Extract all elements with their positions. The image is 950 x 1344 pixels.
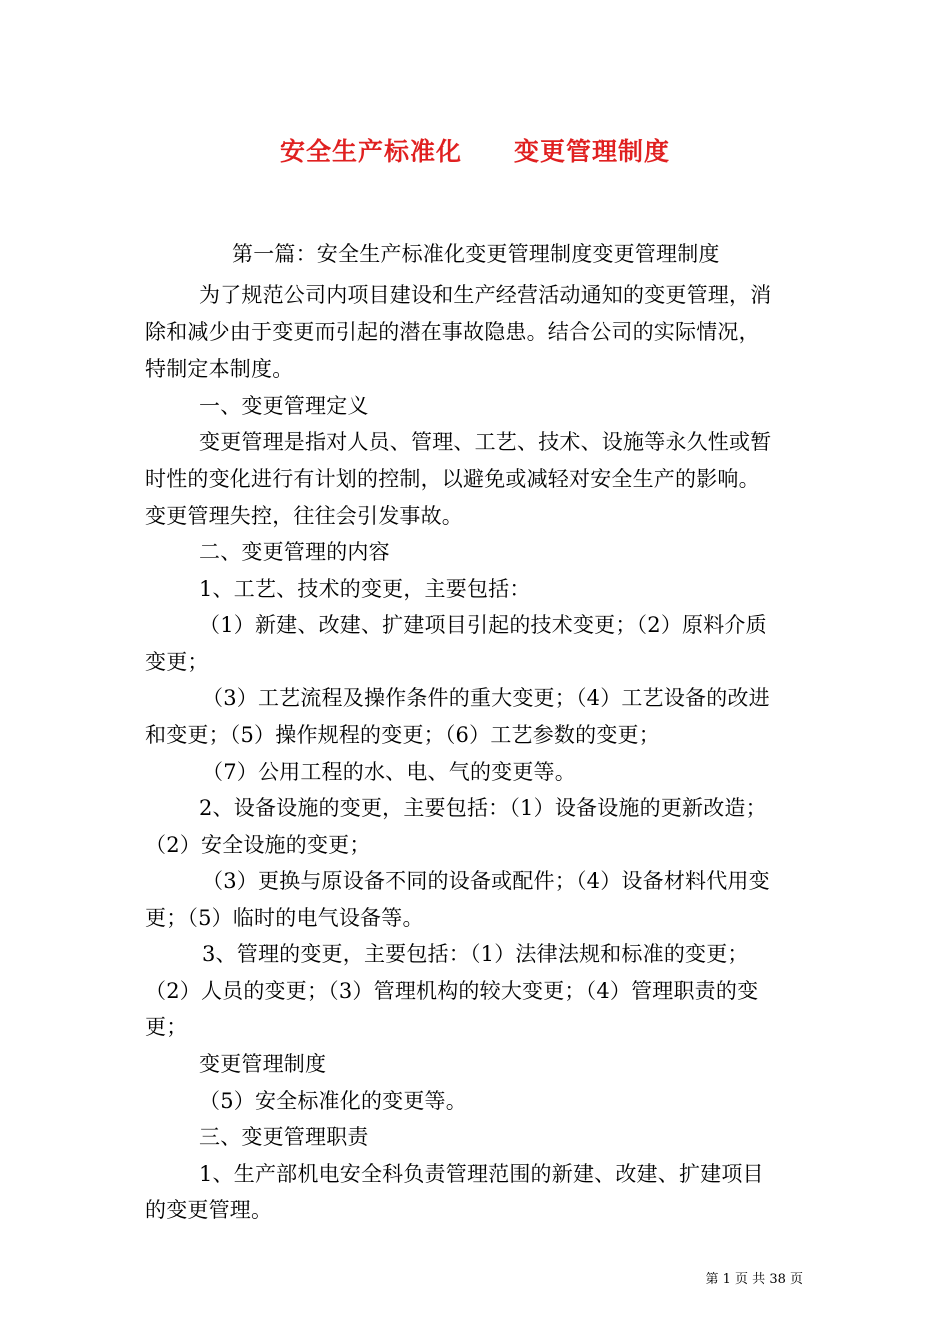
text-line: 和变更；（5）操作规程的变更；（6）工艺参数的变更；: [145, 723, 660, 747]
text-line: （1）新建、改建、扩建项目引起的技术变更；（2）原料介质: [199, 613, 767, 637]
text-line: 三、变更管理职责: [199, 1125, 369, 1149]
text-line: 除和减少由于变更而引起的潜在事故隐患。结合公司的实际情况，: [145, 320, 760, 344]
text-line: 的变更管理。: [145, 1198, 273, 1222]
text-line: （7）公用工程的水、电、气的变更等。: [202, 760, 576, 784]
text-line: 为了规范公司内项目建设和生产经营活动通知的变更管理，消: [199, 283, 772, 307]
text-line: 3、管理的变更，主要包括：（1）法律法规和标准的变更；: [202, 942, 749, 966]
text-line: 变更管理制度: [199, 1052, 327, 1076]
page-number: 第 1 页 共 38 页: [705, 1272, 803, 1287]
text-line: 特制定本制度。: [145, 357, 294, 381]
text-line: 第一篇：安全生产标准化变更管理制度变更管理制度: [232, 242, 720, 266]
text-line: 1、生产部机电安全科负责管理范围的新建、改建、扩建项目: [199, 1162, 764, 1186]
text-line: 时性的变化进行有计划的控制，以避免或减轻对安全生产的影响。: [145, 467, 760, 491]
text-line: 更；（5）临时的电气设备等。: [145, 906, 424, 930]
text-line: （3）更换与原设备不同的设备或配件；（4）设备材料代用变: [202, 869, 770, 893]
text-line: 2、设备设施的变更，主要包括：（1）设备设施的更新改造；: [199, 796, 767, 820]
text-line: 变更管理失控，往往会引发事故。: [145, 504, 463, 528]
text-line: 变更管理是指对人员、管理、工艺、技术、设施等永久性或暂: [199, 430, 772, 454]
text-line: （5）安全标准化的变更等。: [199, 1089, 467, 1113]
text-line: （3）工艺流程及操作条件的重大变更；（4）工艺设备的改进: [202, 686, 770, 710]
text-line: 更；: [145, 1015, 188, 1039]
document-title: 安全生产标准化 变更管理制度: [279, 137, 670, 166]
text-line: 变更；: [145, 650, 209, 674]
text-line: 二、变更管理的内容: [199, 540, 390, 564]
text-line: 1、工艺、技术的变更，主要包括：: [199, 577, 531, 601]
text-line: 一、变更管理定义: [199, 394, 369, 418]
text-line: （2）安全设施的变更；: [145, 833, 371, 857]
text-line: （2）人员的变更；（3）管理机构的较大变更；（4）管理职责的变: [145, 979, 759, 1003]
